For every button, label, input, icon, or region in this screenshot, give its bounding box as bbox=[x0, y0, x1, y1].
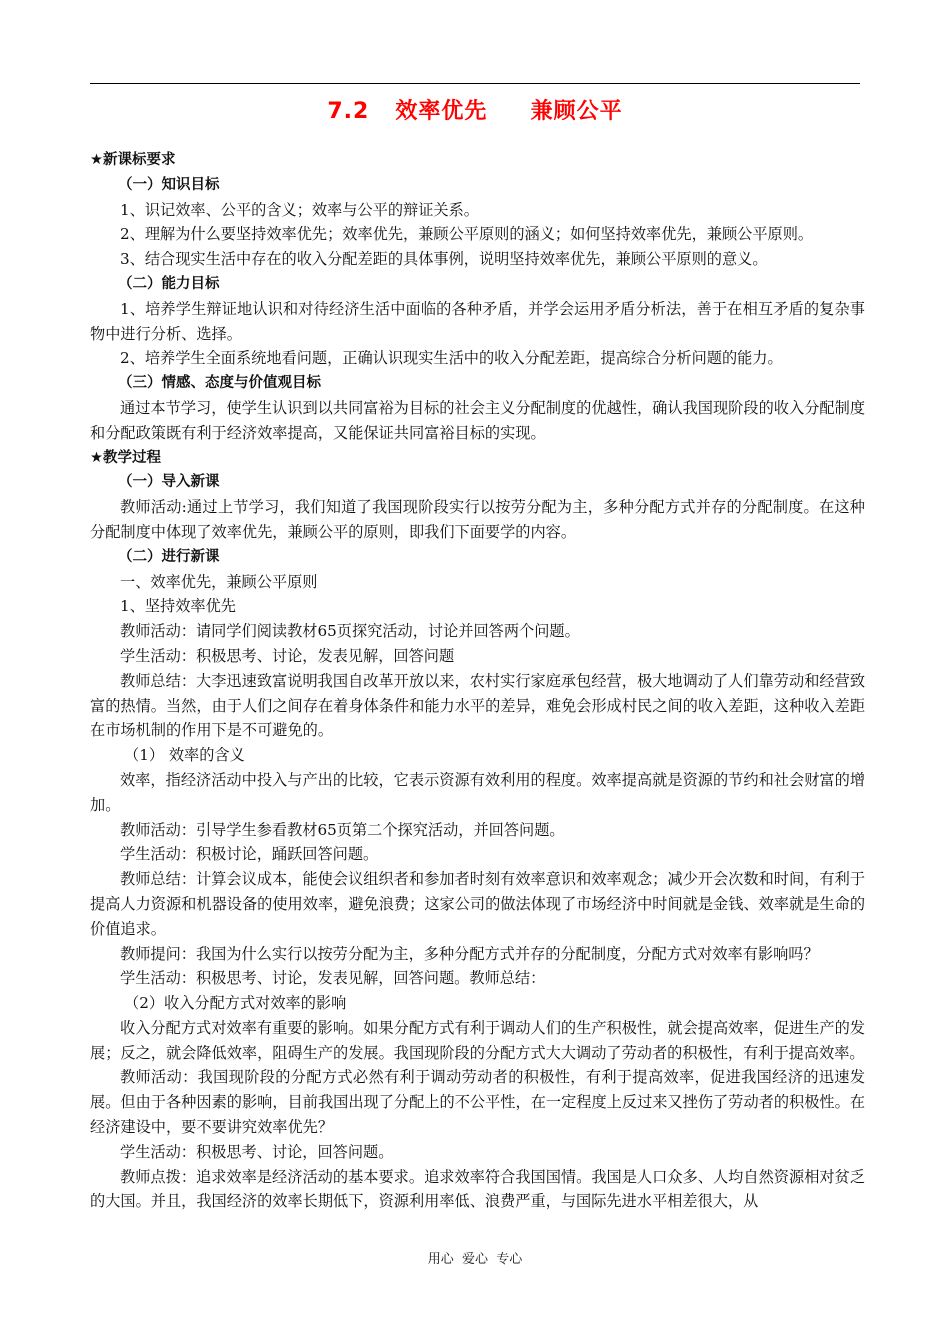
subsection-heading: （一）导入新课 bbox=[118, 474, 220, 491]
paragraph: 学生活动：积极思考、讨论，发表见解，回答问题 bbox=[120, 646, 455, 665]
page-title: 7.2 效率优先 兼顾公平 bbox=[327, 99, 623, 124]
numbered-heading: （2）收入分配方式对效率的影响 bbox=[124, 994, 347, 1013]
paragraph: 1、识记效率、公平的含义；效率与公平的辩证关系。 bbox=[120, 200, 479, 219]
paragraph: 教师活动：引导学生参看教材65页第二个探究活动，并回答问题。 bbox=[120, 820, 565, 839]
paragraph: 效率，指经济活动中投入与产出的比较，它表示资源有效利用的程度。效率提高就是资源的节约和社会财富的增加。 bbox=[90, 770, 865, 814]
paragraph: 教师总结：大李迅速致富说明我国自改革开放以来，农村实行家庭承包经营，极大地调动了人们靠劳动和经营致富的热情。当然，由于人们之间存在着身体条件和能力水平的差异，难免会形成村民之间的收入差距，这种收入差距在市场机制的作用下是不可避免的。 bbox=[90, 671, 865, 740]
paragraph: 1、坚持效率优先 bbox=[120, 597, 236, 616]
paragraph: 学生活动：积极思考、讨论，发表见解，回答问题。教师总结： bbox=[120, 969, 546, 988]
paragraph: 教师活动：请同学们阅读教材65页探究活动，讨论并回答两个问题。 bbox=[120, 622, 580, 641]
numbered-heading: （1） 效率的含义 bbox=[124, 746, 245, 765]
paragraph: 教师活动：我国现阶段的分配方式必然有利于调动劳动者的积极性，有利于提高效率，促进我国经济的迅速发展。但由于各种因素的影响，目前我国出现了分配上的不公平性，在一定程度上反过来又挫伤了劳动者的积极性。在经济建设中，要不要讲究效率优先？ bbox=[90, 1068, 865, 1137]
subsection-heading: （三）情感、态度与价值观目标 bbox=[118, 375, 321, 392]
subsection-heading: （二）进行新课 bbox=[118, 548, 220, 565]
paragraph: 学生活动：积极思考、讨论，回答问题。 bbox=[120, 1142, 394, 1161]
paragraph: 收入分配方式对效率有重要的影响。如果分配方式有利于调动人们的生产积极性，就会提高效率，促进生产的发展；反之，就会降低效率，阻碍生产的发展。我国现阶段的分配方式大大调动了劳动者的积极性，有利于提高效率。 bbox=[90, 1018, 865, 1062]
paragraph: 通过本节学习，使学生认识到以共同富裕为目标的社会主义分配制度的优越性，确认我国现阶段的收入分配制度和分配政策既有利于经济效率提高，又能保证共同富裕目标的实现。 bbox=[90, 398, 865, 442]
paragraph: 2、理解为什么要坚持效率优先；效率优先，兼顾公平原则的涵义；如何坚持效率优先，兼顾公平原则。 bbox=[120, 225, 814, 244]
paragraph: 教师提问：我国为什么实行以按劳分配为主，多种分配方式并存的分配制度，分配方式对效率有影响吗？ bbox=[120, 944, 819, 963]
document-body bbox=[90, 148, 865, 1214]
section-heading: ★新课标要求 bbox=[90, 152, 176, 168]
subsection-heading: （一）知识目标 bbox=[118, 176, 220, 193]
paragraph: 教师活动:通过上节学习，我们知道了我国现阶段实行以按劳分配为主，多种分配方式并存的分配制度。在这种分配制度中体现了效率优先，兼顾公平的原则，即我们下面要学的内容。 bbox=[90, 498, 865, 541]
section-heading: ★教学过程 bbox=[90, 449, 161, 466]
paragraph: 1、培养学生辩证地认识和对待经济生活中面临的各种矛盾，并学会运用矛盾分析法，善于在相互矛盾的复杂事物中进行分析、选择。 bbox=[90, 299, 865, 343]
paragraph: 教师点拨：追求效率是经济活动的基本要求。追求效率符合我国国情。我国是人口众多、人均自然资源相对贫乏的大国。并且，我国经济的效率长期低下，资源利用率低、浪费严重，与国际先进水平相差很大，从 bbox=[90, 1167, 865, 1211]
header-rule bbox=[90, 83, 860, 84]
paragraph: 教师总结：计算会议成本，能使会议组织者和参加者时刻有效率意识和效率观念；减少开会次数和时间，有利于提高人力资源和机器设备的使用效率，避免浪费；这家公司的做法体现了市场经济中时间就是金钱、效率就是生命的价值追求。 bbox=[90, 870, 865, 938]
paragraph: 学生活动：积极讨论，踊跃回答问题。 bbox=[120, 845, 379, 864]
subsection-heading: （二）能力目标 bbox=[118, 275, 220, 292]
paragraph: 一、效率优先，兼顾公平原则 bbox=[120, 572, 318, 591]
paragraph: 3、结合现实生活中存在的收入分配差距的具体事例，说明坚持效率优先，兼顾公平原则的意义。 bbox=[120, 250, 768, 269]
paragraph: 2、培养学生全面系统地看问题，正确认识现实生活中的收入分配差距，提高综合分析问题的能力。 bbox=[120, 349, 783, 368]
page-footer: 用心 爱心 专心 bbox=[427, 1252, 523, 1267]
